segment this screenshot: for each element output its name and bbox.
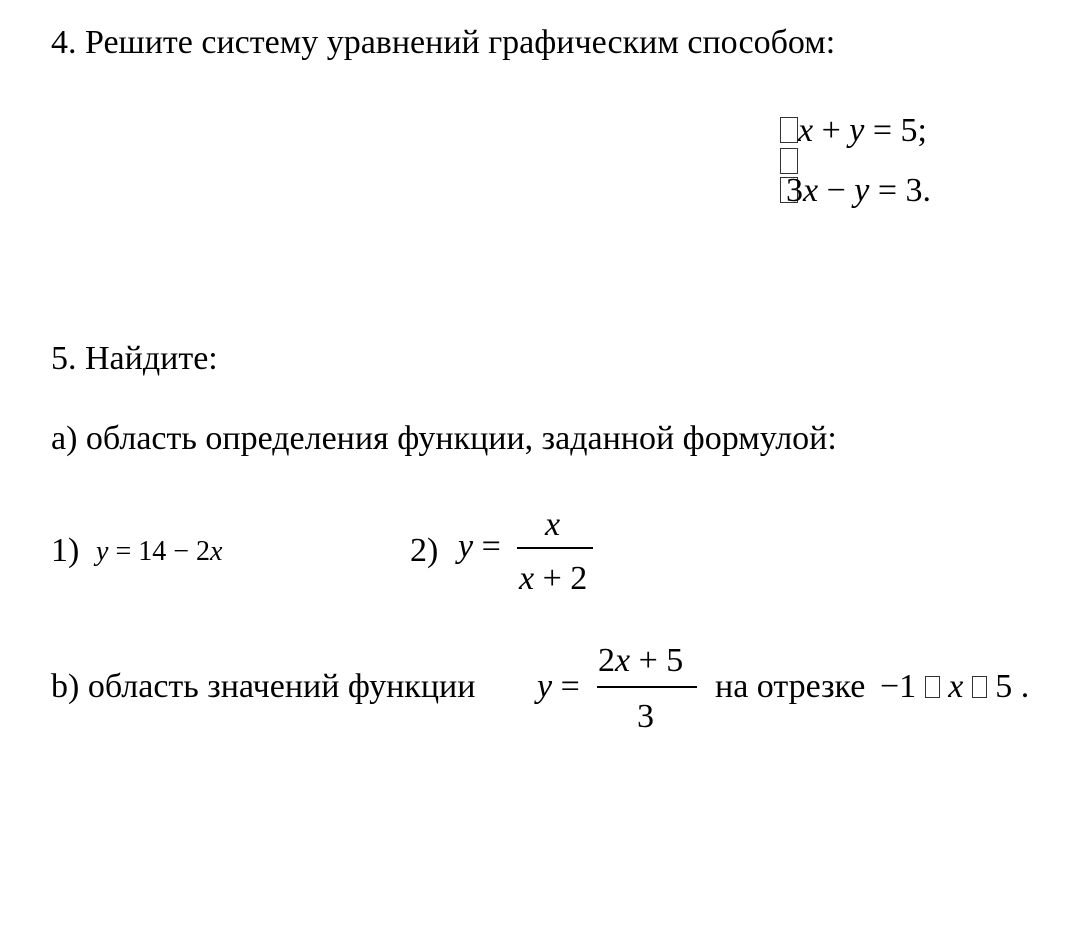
part-b-numerator: 2x + 5 — [598, 642, 684, 679]
system-equation-2: 3x − y = 3. — [780, 172, 931, 210]
item1-label: 1) — [51, 532, 80, 569]
item2-label: 2) — [410, 532, 439, 569]
item2-denominator: x + 2 — [519, 560, 588, 597]
part-b-denominator: 3 — [637, 698, 654, 735]
task5-heading: 5. Найдите: — [51, 340, 218, 377]
task4-heading: 4. Решите систему уравнений графическим способом: — [51, 24, 836, 61]
item1-formula: y = 14 − 2x — [96, 536, 223, 567]
item2-numerator: x — [545, 506, 561, 543]
part-b-text: b) область значений функции — [51, 668, 476, 705]
item2-fraction-bar — [517, 547, 593, 549]
item2-lhs: y = — [458, 528, 501, 565]
part-a-text: a) область определения функции, заданной формулой: — [51, 420, 837, 457]
inequality-placeholder-right — [972, 676, 987, 698]
system-equation-1: x + y = 5; — [780, 112, 927, 150]
part-b-fraction-bar — [597, 686, 697, 688]
brace-placeholder-middle — [780, 148, 798, 174]
part-b-lhs: y = — [537, 668, 580, 705]
inequality-placeholder-left — [925, 676, 940, 698]
brace-placeholder-top — [780, 117, 798, 143]
part-b-inequality: −1 x 5 . — [880, 668, 1030, 705]
part-b-segment-text: на отрезке — [715, 668, 866, 705]
